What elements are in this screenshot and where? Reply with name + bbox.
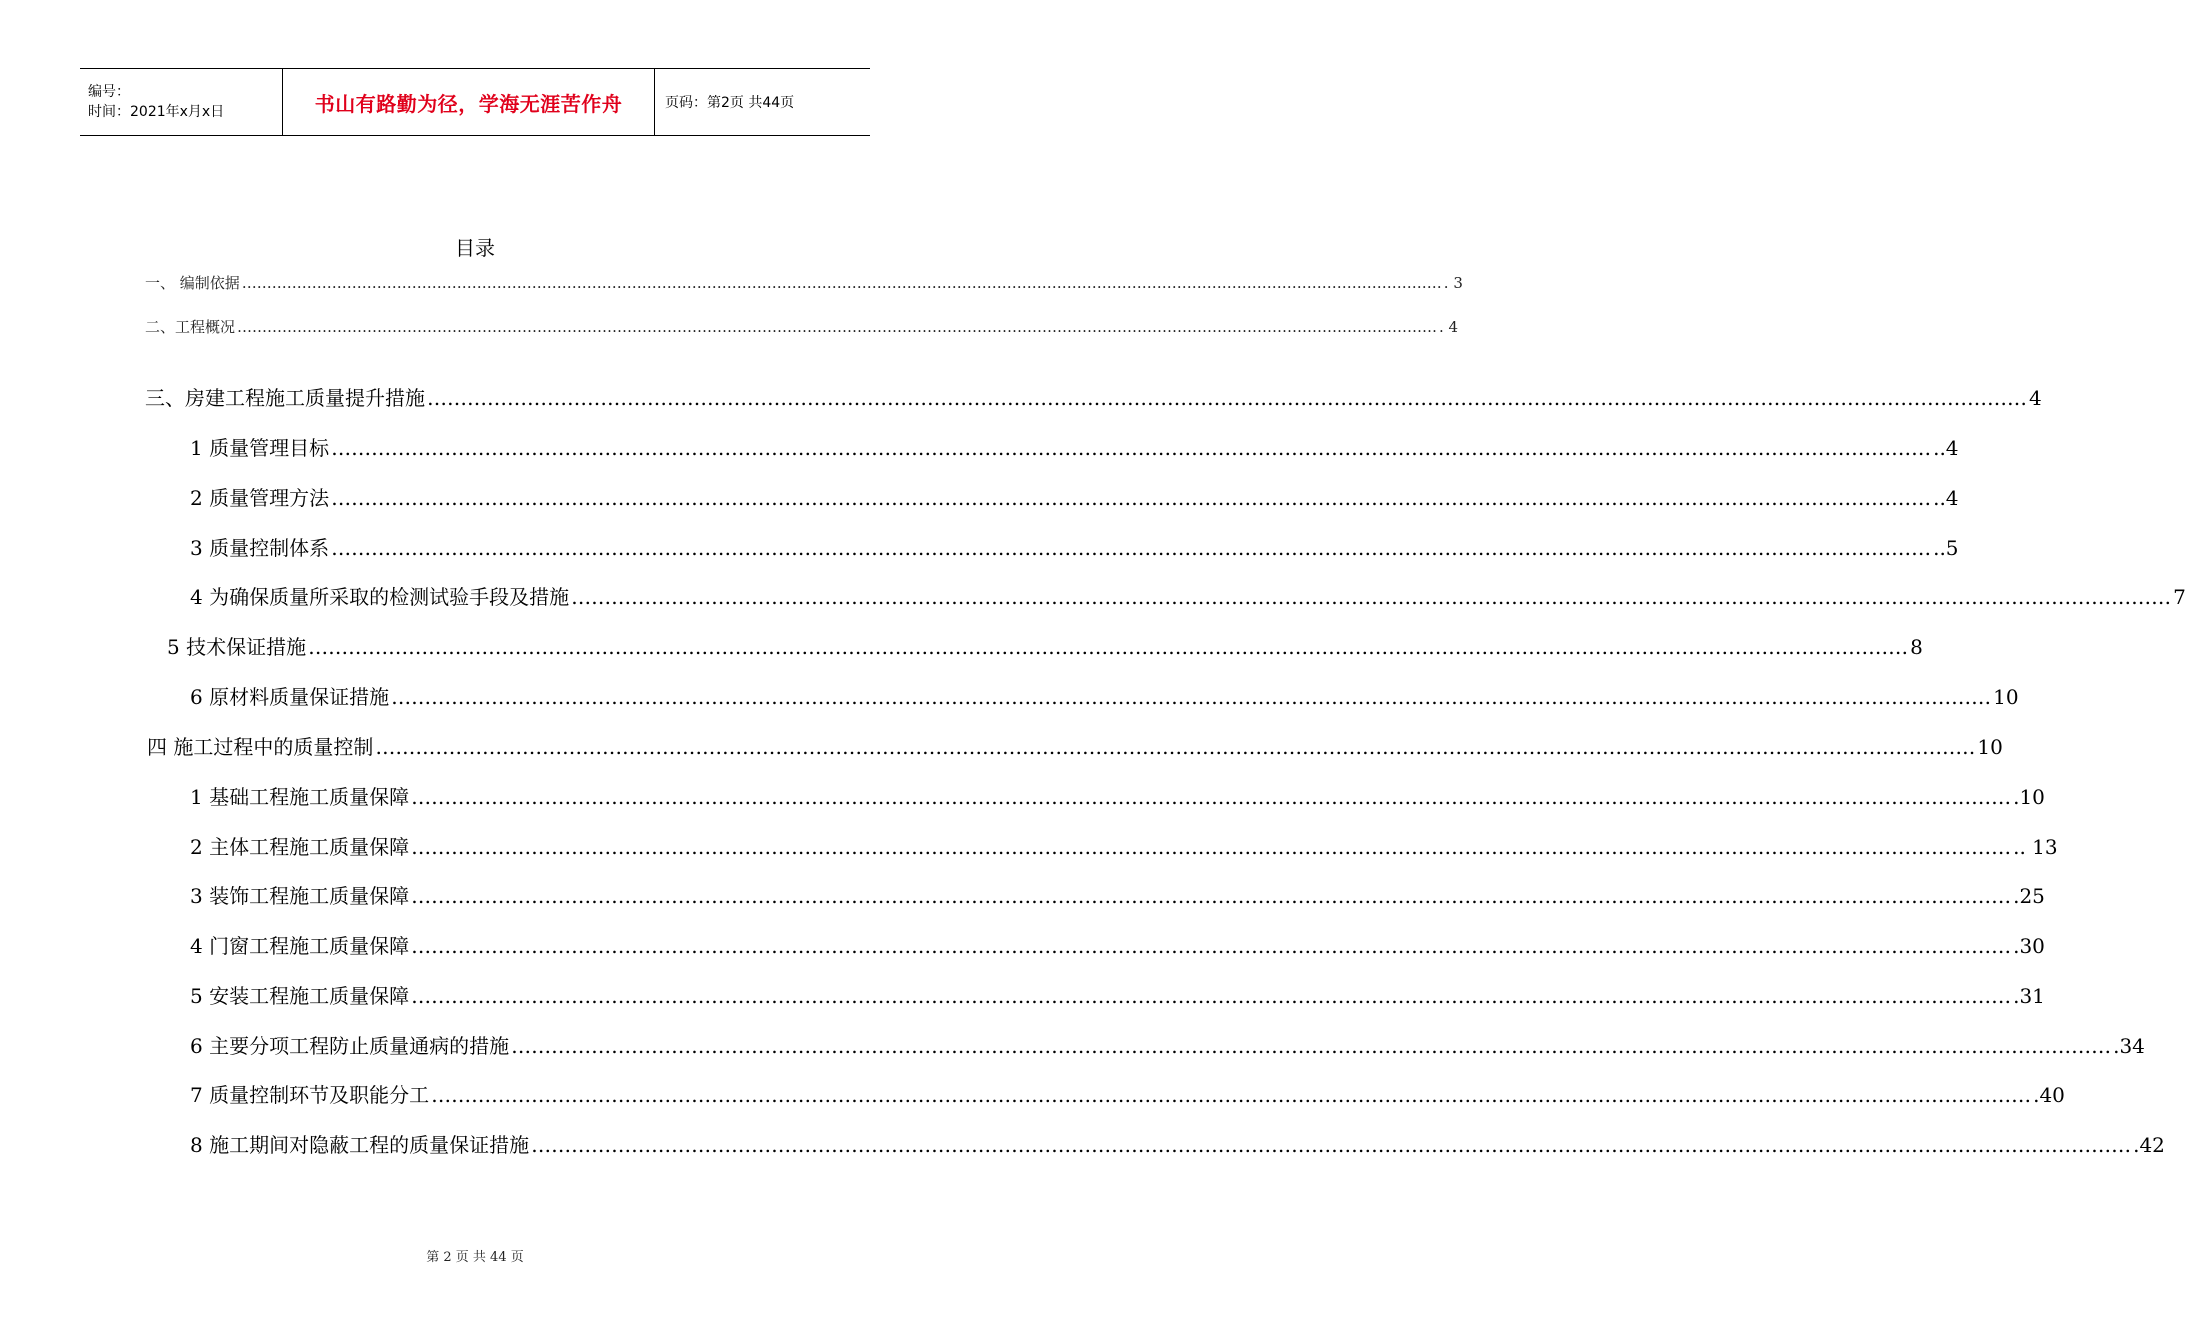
- toc-entry-label: 2 主体工程施工质量保障: [190, 835, 410, 859]
- toc-dot-leader: ……………………………………………………………………………………………………………………………………………………………………………………………………………………: [571, 585, 2172, 609]
- toc-entry-label: 二、工程概况: [145, 318, 236, 336]
- toc-title: 目录: [455, 236, 495, 260]
- toc-entry-page: .42: [2133, 1133, 2165, 1157]
- toc-dot-leader: ……………………………………………………………………………………………………………………………………………………………………………………………………………………: [391, 685, 1992, 709]
- toc-entry-page: ..4: [1933, 436, 1959, 460]
- toc-entry[interactable]: [147, 731, 2003, 760]
- number-label: 编号：: [88, 84, 130, 100]
- time-label: 时间：2021年x月x日: [88, 104, 225, 120]
- toc-dot-leader: ……………………………………………………………………………………………………………………………………………………………………………………………………………………: [511, 1034, 2112, 1058]
- toc-entry[interactable]: [190, 831, 2058, 860]
- toc-entry-page: .25: [2013, 884, 2045, 908]
- toc-dot-leader: ……………………………………………………………………………………………………………………………………………………………………………………………………………………: [411, 934, 2012, 958]
- toc-entry-label: 8 施工期间对隐蔽工程的质量保证措施: [190, 1133, 530, 1157]
- toc-entry-page: .34: [2113, 1034, 2145, 1058]
- toc-entry-label: 4 门窗工程施工质量保障: [190, 934, 410, 958]
- toc-dot-leader: ……………………………………………………………………………………………………………………………………………………………………………………………………………………: [411, 884, 2012, 908]
- toc-entry-page: . 3: [1443, 274, 1463, 292]
- header-page-cell: [655, 69, 870, 135]
- toc-entry[interactable]: [190, 930, 2045, 959]
- toc-entry-page: .. 13: [2013, 835, 2058, 859]
- toc-dot-leader: ……………………………………………………………………………………………………………………………………………………………………………………………………………………: [331, 436, 1932, 460]
- toc-entry-page: 7: [2173, 585, 2186, 609]
- toc-entry[interactable]: [145, 316, 1459, 337]
- toc-entry-label: 1 质量管理目标: [190, 436, 330, 460]
- toc-entry-page: ..4: [1933, 486, 1959, 510]
- toc-entry[interactable]: [190, 1079, 2065, 1108]
- toc-entry-label: 一、 编制依据: [145, 274, 240, 292]
- toc-dot-leader: ……………………………………………………………………………………………………………………………………………………………………………………………………………………: [237, 318, 1438, 336]
- toc-dot-leader: ……………………………………………………………………………………………………………………………………………………………………………………………………………………: [531, 1133, 2132, 1157]
- toc-entry[interactable]: [190, 681, 2019, 710]
- toc-entry[interactable]: [190, 482, 1959, 511]
- toc-entry-page: 10: [1977, 735, 2003, 759]
- toc-entry-label: 3 质量控制体系: [190, 536, 330, 560]
- toc-dot-leader: ……………………………………………………………………………………………………………………………………………………………………………………………………………………: [241, 274, 1442, 292]
- motto-text: 书山有路勤为径，学海无涯苦作舟: [314, 91, 623, 116]
- toc-dot-leader: ……………………………………………………………………………………………………………………………………………………………………………………………………………………: [331, 486, 1932, 510]
- toc-entry[interactable]: [145, 272, 1463, 293]
- header-info: [80, 69, 282, 135]
- toc-dot-leader: ……………………………………………………………………………………………………………………………………………………………………………………………………………………: [375, 735, 1976, 759]
- toc-entry-label: 5 技术保证措施: [167, 635, 307, 659]
- toc-entry-label: 4 为确保质量所采取的检测试验手段及措施: [190, 585, 570, 609]
- toc-entry-label: 3 装饰工程施工质量保障: [190, 884, 410, 908]
- toc-entry-page: . 4: [1439, 318, 1459, 336]
- toc-dot-leader: ……………………………………………………………………………………………………………………………………………………………………………………………………………………: [411, 785, 2012, 809]
- toc-entry[interactable]: [190, 432, 1959, 461]
- toc-entry[interactable]: [190, 581, 2186, 610]
- toc-dot-leader: ……………………………………………………………………………………………………………………………………………………………………………………………………………………: [431, 1083, 2032, 1107]
- toc-dot-leader: ……………………………………………………………………………………………………………………………………………………………………………………………………………………: [331, 536, 1932, 560]
- toc-entry-page: .40: [2033, 1083, 2065, 1107]
- toc-dot-leader: ……………………………………………………………………………………………………………………………………………………………………………………………………………………: [411, 984, 2012, 1008]
- toc-entry[interactable]: [190, 781, 2045, 810]
- toc-entry-page: .31: [2013, 984, 2045, 1008]
- toc-entry-page: .10: [2013, 785, 2045, 809]
- toc-entry-page: ..5: [1933, 536, 1959, 560]
- toc-entry-page: 4: [2029, 386, 2042, 410]
- page-footer: 第 2 页 共 44 页: [426, 1250, 524, 1265]
- toc-entry[interactable]: [190, 1030, 2145, 1059]
- toc-entry-page: .30: [2013, 934, 2045, 958]
- toc-entry[interactable]: [167, 631, 1923, 660]
- toc-entry[interactable]: [145, 382, 2042, 411]
- toc-entry[interactable]: [190, 532, 1959, 561]
- toc-entry-label: 5 安装工程施工质量保障: [190, 984, 410, 1008]
- toc-entry[interactable]: [190, 980, 2045, 1009]
- page-label: 页码：第2页 共44页: [665, 95, 795, 111]
- toc-dot-leader: ……………………………………………………………………………………………………………………………………………………………………………………………………………………: [427, 386, 2027, 410]
- toc-entry-label: 7 质量控制环节及职能分工: [190, 1083, 430, 1107]
- toc-dot-leader: ……………………………………………………………………………………………………………………………………………………………………………………………………………………: [308, 635, 1909, 659]
- header-motto-cell: [282, 69, 655, 135]
- toc-entry-page: 8: [1910, 635, 1923, 659]
- toc-entry-label: 6 主要分项工程防止质量通病的措施: [190, 1034, 510, 1058]
- toc-entry-label: 6 原材料质量保证措施: [190, 685, 390, 709]
- toc-entry-page: 10: [1993, 685, 2019, 709]
- toc-entry-label: 1 基础工程施工质量保障: [190, 785, 410, 809]
- toc-entry-label: 2 质量管理方法: [190, 486, 330, 510]
- toc-entry[interactable]: [190, 1129, 2165, 1158]
- toc-entry-label: 三、房建工程施工质量提升措施: [145, 386, 425, 410]
- toc-entry[interactable]: [190, 880, 2045, 909]
- toc-dot-leader: ……………………………………………………………………………………………………………………………………………………………………………………………………………………: [411, 835, 2012, 859]
- toc-entry-label: 四 施工过程中的质量控制: [147, 735, 374, 759]
- document-header: [80, 68, 870, 136]
